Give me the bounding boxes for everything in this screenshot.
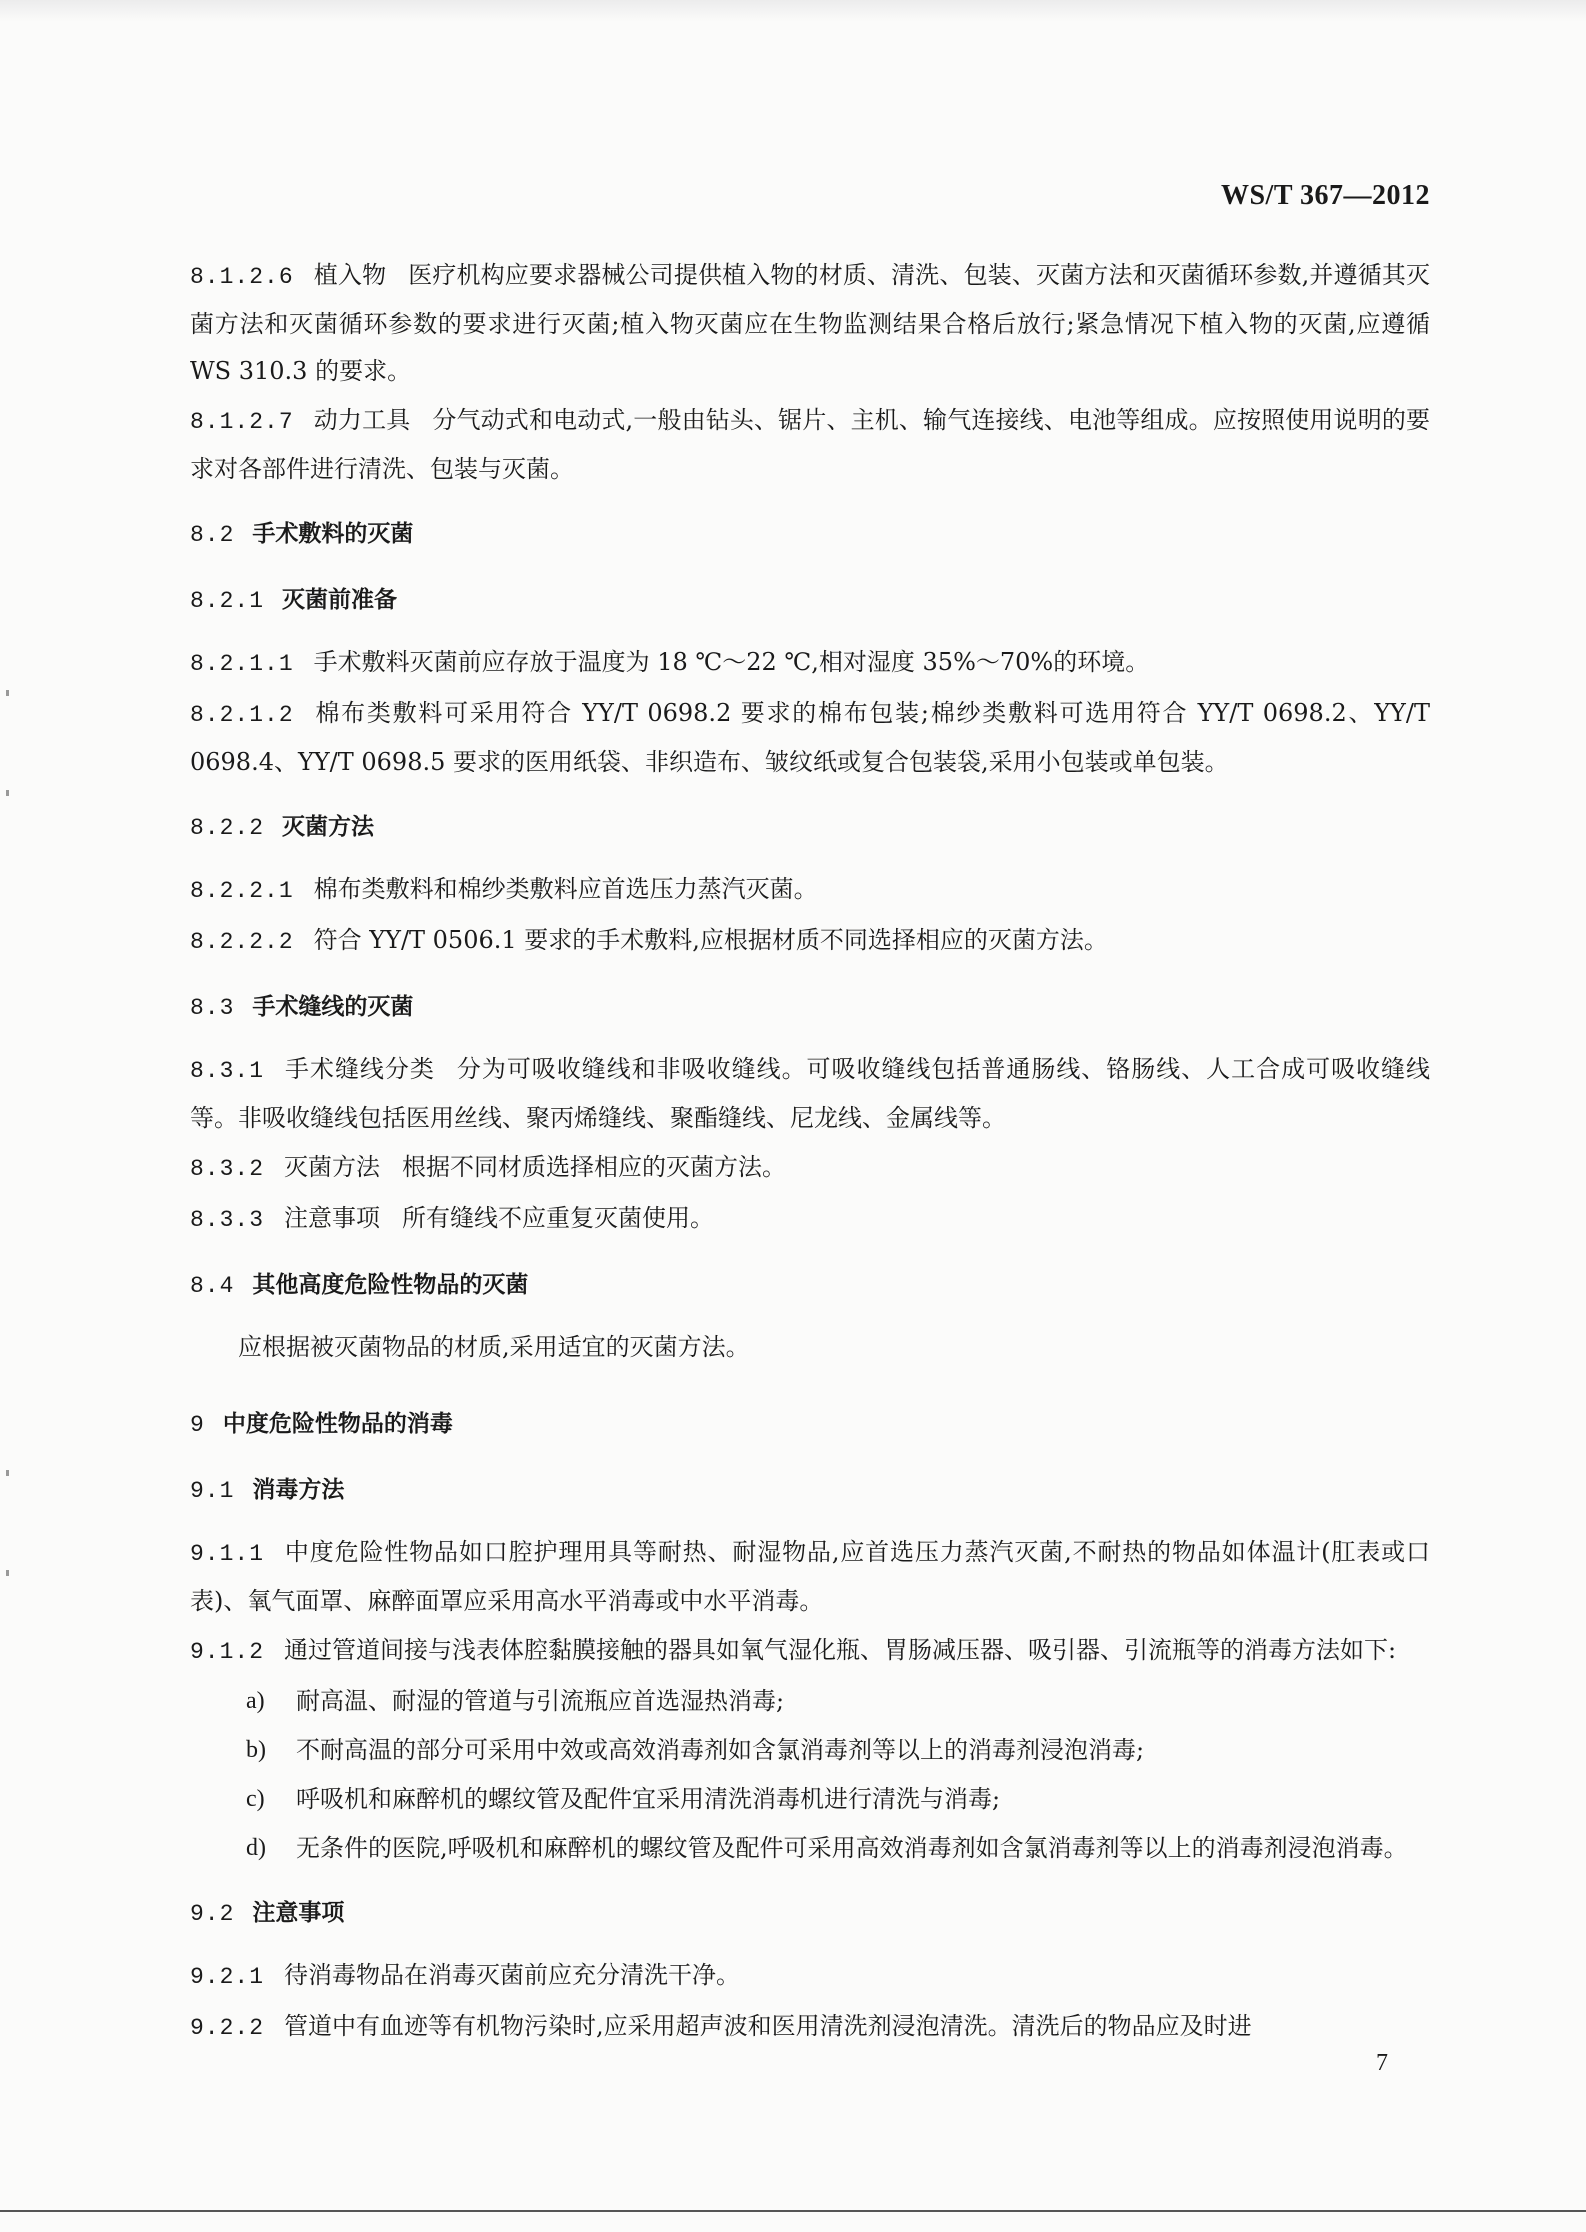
- section-heading: [190, 577, 1430, 625]
- clause-text: 分气动式和电动式,一般由钻头、锯片、主机、输气连接线、电池等组成。应按照使用说明的要求对各部件进行清洗、包装与灭菌。: [190, 406, 1430, 483]
- list-item: [190, 1678, 1430, 1725]
- heading-title: 中度危险性物品的消毒: [222, 1411, 453, 1437]
- clause-number: 8.2.1.2: [190, 702, 294, 728]
- clause-text: 符合 YY/T 0506.1 要求的手术敷料,应根据材质不同选择相应的灭菌方法。: [313, 926, 1108, 954]
- clause-text: 棉布类敷料可采用符合 YY/T 0698.2 要求的棉布包装;棉纱类敷料可选用符合 YY/T 0698.2、YY/T 0698.4、YY/T 0698.5 要求的医用纸袋、非织造布、皱纹纸或复合包装袋,采用小包装或单包装。: [190, 699, 1430, 776]
- clause-paragraph: [190, 397, 1430, 493]
- list-marker: a): [246, 1688, 265, 1714]
- clause-paragraph: [190, 252, 1430, 395]
- scan-edge-mark: [6, 1470, 9, 1476]
- clause-number: 8.1.2.7: [190, 409, 294, 435]
- clause-paragraph: [190, 917, 1430, 966]
- section-heading: [190, 984, 1430, 1032]
- clause-paragraph: [190, 1046, 1430, 1142]
- section-heading: [190, 1890, 1430, 1938]
- scan-bottom-edge: [0, 2210, 1586, 2212]
- list-item: [190, 1825, 1430, 1872]
- clause-number: 9.2.1: [190, 1964, 265, 1990]
- clause-term: 植入物: [313, 261, 387, 289]
- heading-number: 9.2: [190, 1901, 235, 1927]
- scan-edge-mark: [6, 690, 9, 696]
- heading-number: 9: [190, 1412, 205, 1438]
- clause-paragraph: [190, 866, 1430, 915]
- heading-title: 注意事项: [252, 1900, 345, 1926]
- clause-term: 灭菌方法: [284, 1153, 381, 1181]
- clause-text: 所有缝线不应重复灭菌使用。: [402, 1204, 715, 1232]
- heading-title: 其他高度危险性物品的灭菌: [252, 1272, 529, 1298]
- clause-text: 医疗机构应要求器械公司提供植入物的材质、清洗、包装、灭菌方法和灭菌循环参数,并遵循其灭菌方法和灭菌循环参数的要求进行灭菌;植入物灭菌应在生物监测结果合格后放行;紧急情况下植入物的灭菌,应遵循 WS 310.3 的要求。: [190, 261, 1430, 385]
- list-item-text: 无条件的医院,呼吸机和麻醉机的螺纹管及配件可采用高效消毒剂如含氯消毒剂等以上的消毒剂浸泡消毒。: [296, 1834, 1408, 1862]
- clause-text: 待消毒物品在消毒灭菌前应充分清洗干净。: [284, 1961, 741, 1989]
- list-item-text: 耐高温、耐湿的管道与引流瓶应首选湿热消毒;: [296, 1687, 785, 1715]
- list-item-text: 不耐高温的部分可采用中效或高效消毒剂如含氯消毒剂等以上的消毒剂浸泡消毒;: [296, 1736, 1145, 1764]
- clause-paragraph: [190, 690, 1430, 786]
- clause-term: 动力工具: [313, 406, 411, 434]
- heading-number: 8.3: [190, 995, 235, 1021]
- clause-text: 分为可吸收缝线和非吸收缝线。可吸收缝线包括普通肠线、铬肠线、人工合成可吸收缝线等。非吸收缝线包括医用丝线、聚丙烯缝线、聚酯缝线、尼龙线、金属线等。: [190, 1055, 1430, 1132]
- clause-text: 通过管道间接与浅表体腔黏膜接触的器具如氧气湿化瓶、胃肠减压器、吸引器、引流瓶等的消毒方法如下:: [284, 1636, 1397, 1664]
- section-heading: [190, 804, 1430, 852]
- heading-title: 灭菌前准备: [282, 587, 398, 613]
- heading-title: 手术敷料的灭菌: [252, 521, 414, 547]
- clause-text: 管道中有血迹等有机物污染时,应采用超声波和医用清洗剂浸泡清洗。清洗后的物品应及时进: [284, 2012, 1252, 2040]
- list-marker: c): [246, 1786, 265, 1812]
- heading-number: 8.2.1: [190, 588, 265, 614]
- clause-number: 8.3.1: [190, 1058, 265, 1084]
- clause-number: 9.2.2: [190, 2015, 265, 2041]
- clause-number: 8.2.2.1: [190, 878, 294, 904]
- page-number: 7: [1376, 2050, 1388, 2076]
- clause-paragraph: [190, 1952, 1430, 2001]
- list-marker: d): [246, 1835, 266, 1861]
- indented-paragraph: 应根据被灭菌物品的材质,采用适宜的灭菌方法。: [238, 1333, 750, 1361]
- document-body: [190, 252, 1430, 2054]
- clause-term: 手术缝线分类: [284, 1055, 435, 1083]
- clause-text: 棉布类敷料和棉纱类敷料应首选压力蒸汽灭菌。: [313, 875, 818, 903]
- list-item: [190, 1727, 1430, 1774]
- scan-top-shade: [0, 0, 1586, 22]
- clause-paragraph: [190, 1529, 1430, 1625]
- clause-number: 8.3.3: [190, 1207, 265, 1233]
- clause-text: 手术敷料灭菌前应存放于温度为 18 ℃～22 ℃,相对湿度 35%～70%的环境。: [313, 648, 1150, 676]
- heading-number: 8.2: [190, 522, 235, 548]
- section-heading: [190, 1262, 1430, 1310]
- clause-paragraph: [190, 1195, 1430, 1244]
- heading-title: 手术缝线的灭菌: [252, 994, 414, 1020]
- clause-text: 根据不同材质选择相应的灭菌方法。: [402, 1153, 787, 1181]
- section-heading: [190, 1467, 1430, 1515]
- list-marker: b): [246, 1737, 266, 1763]
- clause-number: 8.2.2.2: [190, 929, 294, 955]
- heading-number: 8.2.2: [190, 815, 265, 841]
- heading-title: 消毒方法: [252, 1477, 345, 1503]
- clause-number: 9.1.1: [190, 1541, 265, 1567]
- heading-number: 9.1: [190, 1478, 235, 1504]
- section-heading: [190, 511, 1430, 559]
- clause-paragraph: [190, 1627, 1430, 1676]
- clause-term: 注意事项: [284, 1204, 381, 1232]
- clause-paragraph: [190, 1144, 1430, 1193]
- clause-number: 8.3.2: [190, 1156, 265, 1182]
- scan-edge-mark: [6, 1570, 9, 1576]
- heading-title: 灭菌方法: [282, 814, 375, 840]
- heading-number: 8.4: [190, 1273, 235, 1299]
- chapter-heading: [190, 1401, 1430, 1449]
- clause-number: 9.1.2: [190, 1639, 265, 1665]
- scan-edge-mark: [6, 790, 9, 796]
- clause-number: 8.2.1.1: [190, 651, 294, 677]
- standard-number: WS/T 367—2012: [1220, 180, 1430, 211]
- list-item: [190, 1776, 1430, 1823]
- clause-number: 8.1.2.6: [190, 264, 294, 290]
- clause-text: 中度危险性物品如口腔护理用具等耐热、耐湿物品,应首选压力蒸汽灭菌,不耐热的物品如体温计(肛表或口表)、氧气面罩、麻醉面罩应采用高水平消毒或中水平消毒。: [190, 1538, 1430, 1615]
- list-item-text: 呼吸机和麻醉机的螺纹管及配件宜采用清洗消毒机进行清洗与消毒;: [296, 1785, 1001, 1813]
- clause-paragraph: [190, 639, 1430, 688]
- clause-paragraph: [190, 2003, 1430, 2052]
